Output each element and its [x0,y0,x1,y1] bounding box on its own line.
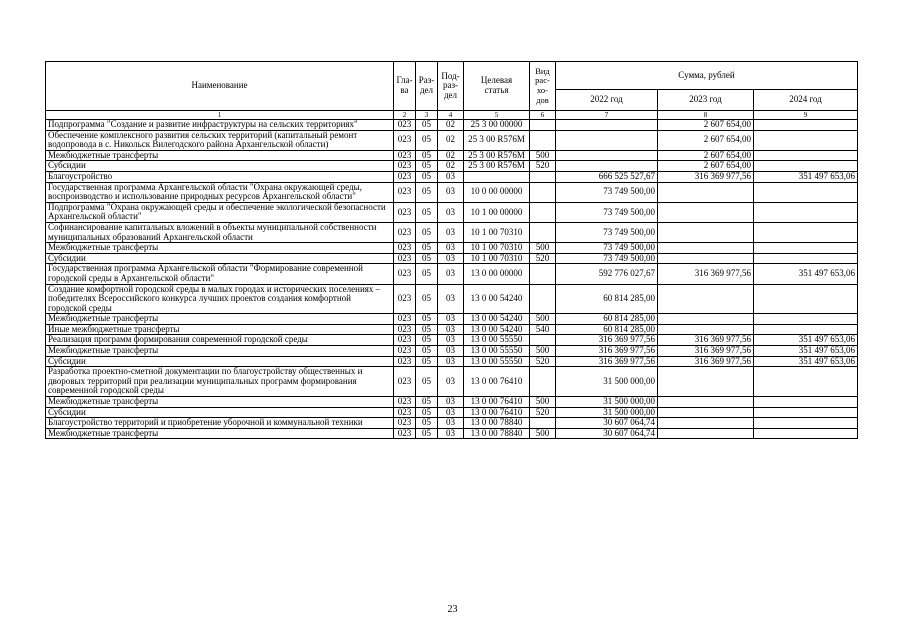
row-razdel: 05 [416,222,438,242]
row-amount-2022: 73 749 500,00 [556,253,658,264]
row-target-article: 10 0 00 00000 [464,182,530,202]
header-name: Наименование [46,62,394,111]
column-number: 3 [416,111,438,120]
row-name: Субсидии [46,253,394,264]
row-amount-2024: 351 497 653,06 [754,171,858,182]
row-expense-type [530,202,556,222]
row-amount-2023 [658,324,754,335]
row-target-article: 13 0 00 76410 [464,367,530,397]
row-amount-2022 [556,130,658,150]
row-amount-2022: 316 369 977,56 [556,356,658,367]
row-amount-2022 [556,150,658,161]
row-amount-2024 [754,407,858,418]
row-target-article: 13 0 00 54240 [464,284,530,314]
column-number: 8 [658,111,754,120]
row-target-article: 13 0 00 78840 [464,428,530,439]
row-amount-2023 [658,243,754,254]
header-2024: 2024 год [754,90,858,111]
table-row [46,130,858,150]
row-target-article: 13 0 00 55550 [464,356,530,367]
row-amount-2022: 30 607 064,74 [556,418,658,429]
row-glava: 023 [394,182,416,202]
row-glava: 023 [394,314,416,325]
row-amount-2022: 60 814 285,00 [556,284,658,314]
row-razdel: 05 [416,356,438,367]
row-podrazdel: 03 [438,356,464,367]
row-podrazdel: 03 [438,335,464,346]
row-name: Межбюджетные трансферты [46,397,394,408]
row-amount-2023 [658,367,754,397]
column-number-row [46,111,858,120]
row-podrazdel: 03 [438,182,464,202]
row-amount-2023 [658,284,754,314]
header-sum: Сумма, рублей [556,62,858,90]
row-amount-2024 [754,222,858,242]
table-row [46,335,858,346]
header-2023: 2023 год [658,90,754,111]
row-glava: 023 [394,243,416,254]
page-number: 23 [447,604,458,615]
row-razdel: 05 [416,324,438,335]
row-glava: 023 [394,171,416,182]
row-amount-2024 [754,324,858,335]
row-amount-2024 [754,253,858,264]
table-row [46,284,858,314]
row-razdel: 05 [416,367,438,397]
row-glava: 023 [394,407,416,418]
row-razdel: 05 [416,130,438,150]
row-amount-2023: 2 607 654,00 [658,130,754,150]
row-expense-type: 520 [530,253,556,264]
row-glava: 023 [394,130,416,150]
row-amount-2023: 2 607 654,00 [658,150,754,161]
header-vid: Вид рас- хо- дов [530,62,556,111]
row-razdel: 05 [416,161,438,172]
row-podrazdel: 03 [438,324,464,335]
row-amount-2022: 31 500 000,00 [556,397,658,408]
row-razdel: 05 [416,284,438,314]
row-expense-type [530,367,556,397]
row-amount-2023 [658,222,754,242]
row-razdel: 05 [416,418,438,429]
row-target-article: 13 0 00 76410 [464,407,530,418]
row-razdel: 05 [416,253,438,264]
row-expense-type [530,418,556,429]
row-expense-type: 500 [530,150,556,161]
row-amount-2022: 73 749 500,00 [556,202,658,222]
row-glava: 023 [394,253,416,264]
row-name: Благоустройство [46,171,394,182]
row-amount-2024 [754,182,858,202]
row-amount-2024 [754,130,858,150]
row-name: Государственная программа Архангельской области "Охрана окружающей среды, воспроизводство и использование природных ресурсов Архангельской области" [46,182,394,202]
header-target: Целевая статья [464,62,530,111]
table-header [46,62,858,120]
column-number: 1 [46,111,394,120]
row-podrazdel: 02 [438,150,464,161]
row-razdel: 05 [416,264,438,284]
row-amount-2022 [556,161,658,172]
table-row [46,367,858,397]
column-number: 9 [754,111,858,120]
row-amount-2022: 73 749 500,00 [556,243,658,254]
row-glava: 023 [394,335,416,346]
row-podrazdel: 03 [438,222,464,242]
row-name: Субсидии [46,407,394,418]
row-expense-type: 520 [530,407,556,418]
row-podrazdel: 03 [438,367,464,397]
budget-table [45,61,858,439]
row-expense-type: 520 [530,161,556,172]
row-target-article: 10 1 00 00000 [464,202,530,222]
row-amount-2023 [658,418,754,429]
row-amount-2023: 316 369 977,56 [658,264,754,284]
row-expense-type [530,222,556,242]
row-expense-type [530,120,556,131]
row-amount-2024 [754,284,858,314]
row-razdel: 05 [416,202,438,222]
row-expense-type [530,171,556,182]
row-expense-type: 500 [530,243,556,254]
row-razdel: 05 [416,407,438,418]
row-amount-2024 [754,314,858,325]
table-row [46,346,858,357]
row-glava: 023 [394,418,416,429]
row-glava: 023 [394,202,416,222]
row-amount-2023 [658,314,754,325]
row-name: Подпрограмма "Создание и развитие инфраструктуры на сельских территориях" [46,120,394,131]
table-row [46,356,858,367]
row-glava: 023 [394,356,416,367]
row-podrazdel: 03 [438,243,464,254]
row-target-article: 13 0 00 78840 [464,418,530,429]
row-amount-2024 [754,397,858,408]
row-name: Разработка проектно-сметной документации по благоустройству общественных и дворовых территорий при реализации муниципальных программ формирования современной городской среды [46,367,394,397]
row-amount-2022: 60 814 285,00 [556,324,658,335]
row-amount-2022 [556,120,658,131]
row-glava: 023 [394,264,416,284]
table-row [46,222,858,242]
row-podrazdel: 03 [438,314,464,325]
row-podrazdel: 03 [438,428,464,439]
row-name: Обеспечение комплексного развития сельских территорий (капитальный ремонт водопровода в с. Никольск Вилегодского района Архангельской области) [46,130,394,150]
row-podrazdel: 03 [438,407,464,418]
row-podrazdel: 03 [438,397,464,408]
row-name: Государственная программа Архангельской области "Формирование современной городской среды в Архангельской области" [46,264,394,284]
row-amount-2022: 60 814 285,00 [556,314,658,325]
row-amount-2023 [658,202,754,222]
row-razdel: 05 [416,346,438,357]
row-amount-2022: 31 500 000,00 [556,367,658,397]
row-expense-type [530,284,556,314]
row-amount-2023: 316 369 977,56 [658,356,754,367]
row-razdel: 05 [416,397,438,408]
table-row [46,253,858,264]
row-name: Иные межбюджетные трансферты [46,324,394,335]
table-row [46,397,858,408]
table-body [46,120,858,439]
table-row [46,161,858,172]
row-glava: 023 [394,324,416,335]
row-amount-2023 [658,253,754,264]
row-target-article: 10 1 00 70310 [464,222,530,242]
table-row [46,324,858,335]
row-glava: 023 [394,346,416,357]
row-podrazdel: 03 [438,171,464,182]
row-name: Реализация программ формирования современной городской среды [46,335,394,346]
row-amount-2023 [658,397,754,408]
row-glava: 023 [394,284,416,314]
row-amount-2024 [754,150,858,161]
row-glava: 023 [394,367,416,397]
row-amount-2022: 73 749 500,00 [556,182,658,202]
row-podrazdel: 03 [438,284,464,314]
row-podrazdel: 03 [438,202,464,222]
row-podrazdel: 02 [438,130,464,150]
row-razdel: 05 [416,150,438,161]
row-glava: 023 [394,150,416,161]
row-amount-2023: 316 369 977,56 [658,335,754,346]
header-razdel: Раз- дел [416,62,438,111]
row-amount-2024 [754,202,858,222]
row-podrazdel: 03 [438,253,464,264]
row-target-article: 13 0 00 76410 [464,397,530,408]
row-amount-2023: 316 369 977,56 [658,346,754,357]
row-name: Субсидии [46,356,394,367]
row-glava: 023 [394,397,416,408]
table-row [46,428,858,439]
row-podrazdel: 03 [438,264,464,284]
row-target-article: 10 1 00 70310 [464,243,530,254]
row-razdel: 05 [416,182,438,202]
row-amount-2024: 351 497 653,06 [754,264,858,284]
row-target-article: 25 3 00 R576M [464,150,530,161]
row-podrazdel: 02 [438,120,464,131]
row-expense-type: 520 [530,356,556,367]
row-amount-2023 [658,182,754,202]
row-razdel: 05 [416,314,438,325]
header-podrazdel: Под- раз- дел [438,62,464,111]
row-amount-2022: 73 749 500,00 [556,222,658,242]
row-target-article: 13 0 00 55550 [464,335,530,346]
row-amount-2023: 2 607 654,00 [658,161,754,172]
row-name: Межбюджетные трансферты [46,346,394,357]
row-target-article: 13 0 00 00000 [464,264,530,284]
row-target-article [464,171,530,182]
row-amount-2023: 2 607 654,00 [658,120,754,131]
row-podrazdel: 02 [438,161,464,172]
row-name: Софинансирование капитальных вложений в объекты муниципальной собственности муниципальных образований Архангельской области [46,222,394,242]
column-number: 2 [394,111,416,120]
row-amount-2024: 351 497 653,06 [754,335,858,346]
header-2022: 2022 год [556,90,658,111]
table-row [46,202,858,222]
row-glava: 023 [394,222,416,242]
column-number: 4 [438,111,464,120]
row-amount-2024 [754,243,858,254]
table-row [46,120,858,131]
row-name: Межбюджетные трансферты [46,150,394,161]
row-target-article: 13 0 00 55550 [464,346,530,357]
column-number: 6 [530,111,556,120]
row-target-article: 25 3 00 00000 [464,120,530,131]
row-amount-2022: 316 369 977,56 [556,335,658,346]
row-glava: 023 [394,161,416,172]
table-row [46,243,858,254]
row-expense-type [530,335,556,346]
row-name: Межбюджетные трансферты [46,243,394,254]
row-razdel: 05 [416,120,438,131]
row-expense-type [530,182,556,202]
row-amount-2024 [754,161,858,172]
row-razdel: 05 [416,171,438,182]
row-target-article: 25 3 00 R576M [464,161,530,172]
column-number: 5 [464,111,530,120]
row-target-article: 25 3 00 R576M [464,130,530,150]
row-target-article: 13 0 00 54240 [464,324,530,335]
column-number: 7 [556,111,658,120]
row-amount-2022: 592 776 027,67 [556,264,658,284]
row-amount-2024 [754,367,858,397]
table-row [46,418,858,429]
row-amount-2024 [754,418,858,429]
row-amount-2024: 351 497 653,06 [754,346,858,357]
row-expense-type: 500 [530,314,556,325]
table-row [46,171,858,182]
row-razdel: 05 [416,243,438,254]
row-podrazdel: 03 [438,418,464,429]
row-name: Межбюджетные трансферты [46,314,394,325]
table-row [46,150,858,161]
row-amount-2023 [658,407,754,418]
table-row [46,314,858,325]
row-expense-type [530,264,556,284]
row-amount-2024 [754,120,858,131]
row-expense-type: 500 [530,428,556,439]
row-amount-2022: 31 500 000,00 [556,407,658,418]
row-razdel: 05 [416,428,438,439]
row-name: Субсидии [46,161,394,172]
header-glava: Гла- ва [394,62,416,111]
row-name: Благоустройство территорий и приобретение уборочной и коммунальной техники [46,418,394,429]
row-expense-type: 500 [530,346,556,357]
row-glava: 023 [394,428,416,439]
row-amount-2024: 351 497 653,06 [754,356,858,367]
row-expense-type [530,130,556,150]
table-row [46,264,858,284]
row-amount-2023: 316 369 977,56 [658,171,754,182]
row-name: Подпрограмма "Охрана окружающей среды и обеспечение экологической безопасности Архангельской области" [46,202,394,222]
row-amount-2022: 316 369 977,56 [556,346,658,357]
table-row [46,182,858,202]
row-amount-2023 [658,428,754,439]
row-target-article: 13 0 00 54240 [464,314,530,325]
row-amount-2024 [754,428,858,439]
row-expense-type: 540 [530,324,556,335]
row-name: Создание комфортной городской среды в малых городах и исторических поселениях – победителях Всероссийского конкурса лучших проектов создания комфортной городской среды [46,284,394,314]
row-podrazdel: 03 [438,346,464,357]
row-glava: 023 [394,120,416,131]
row-razdel: 05 [416,335,438,346]
row-target-article: 10 1 00 70310 [464,253,530,264]
row-amount-2022: 30 607 064,74 [556,428,658,439]
row-amount-2022: 666 525 527,67 [556,171,658,182]
table-row [46,407,858,418]
row-name: Межбюджетные трансферты [46,428,394,439]
row-expense-type: 500 [530,397,556,408]
